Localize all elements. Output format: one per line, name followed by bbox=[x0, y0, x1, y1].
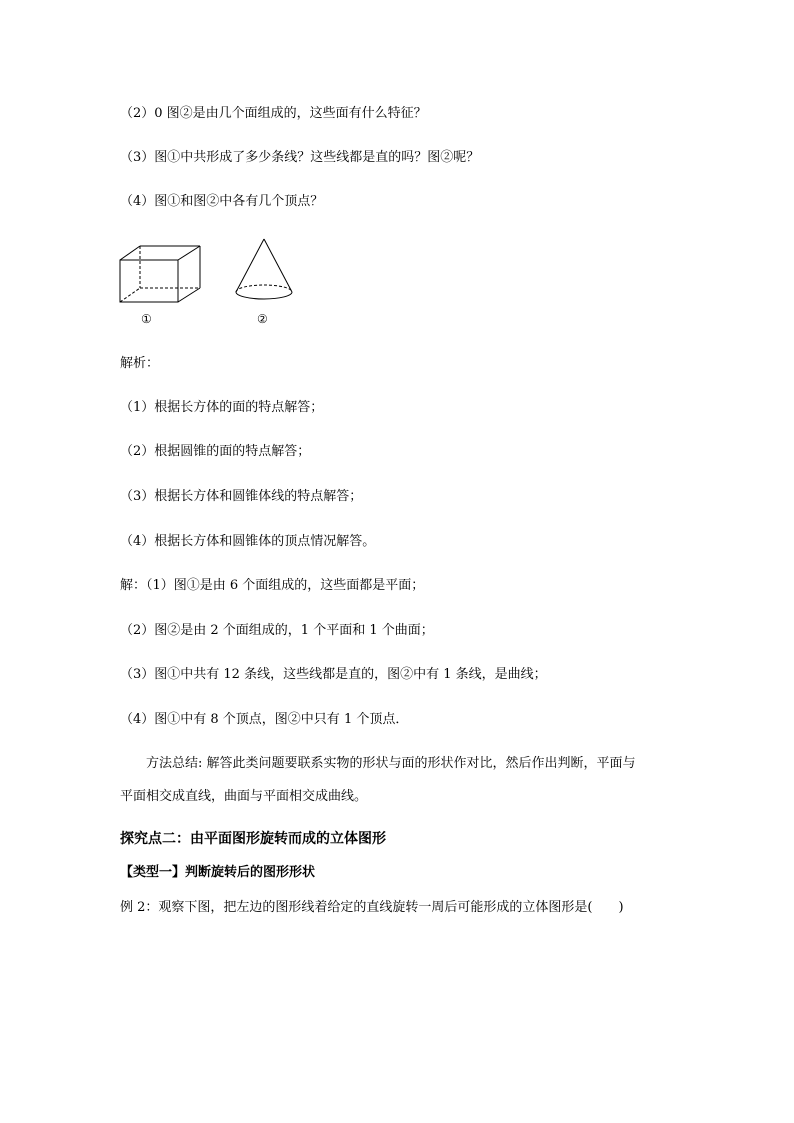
example-2: 例 2：观察下图，把左边的图形线着给定的直线旋转一周后可能形成的立体图形是( ) bbox=[120, 900, 624, 915]
cuboid-figure bbox=[118, 244, 206, 306]
solution-item-3: （3）图①中共有 12 条线，这些线都是直的，图②中有 1 条线，是曲线； bbox=[120, 667, 547, 682]
analysis-title: 解析： bbox=[120, 356, 160, 371]
solution-item-4: （4）图①中有 8 个顶点，图②中只有 1 个顶点． bbox=[120, 712, 409, 727]
solution-item-2: （2）图②是由 2 个面组成的，1 个平面和 1 个曲面； bbox=[120, 623, 434, 638]
analysis-item-3: （3）根据长方体和圆锥体线的特点解答； bbox=[120, 489, 363, 504]
type-heading: 【类型一】判断旋转后的图形形状 bbox=[120, 865, 316, 880]
question-4: （4）图①和图②中各有几个顶点？ bbox=[120, 194, 324, 209]
method-summary-line-2: 平面相交成直线，曲面与平面相交成曲线。 bbox=[120, 789, 368, 804]
question-2: （2）0 图②是由几个面组成的，这些面有什么特征？ bbox=[120, 106, 427, 121]
cone-figure bbox=[232, 236, 298, 306]
figure-2-label: ② bbox=[257, 312, 268, 326]
analysis-item-4: （4）根据长方体和圆锥体的顶点情况解答。 bbox=[120, 534, 376, 549]
question-3: （3）图①中共形成了多少条线？这些线都是直的吗？图②呢？ bbox=[120, 150, 480, 165]
analysis-item-1: （1）根据长方体的面的特点解答； bbox=[120, 400, 324, 415]
section-heading: 探究点二：由平面图形旋转而成的立体图形 bbox=[120, 831, 386, 847]
figure-1-label: ① bbox=[141, 312, 152, 326]
solution-item-1: 解：（1）图①是由 6 个面组成的，这些面都是平面； bbox=[120, 578, 425, 593]
analysis-item-2: （2）根据圆锥的面的特点解答； bbox=[120, 444, 311, 459]
method-summary-line-1: 方法总结: 解答此类问题要联系实物的形状与面的形状作对比，然后作出判断，平面与 bbox=[146, 756, 636, 771]
